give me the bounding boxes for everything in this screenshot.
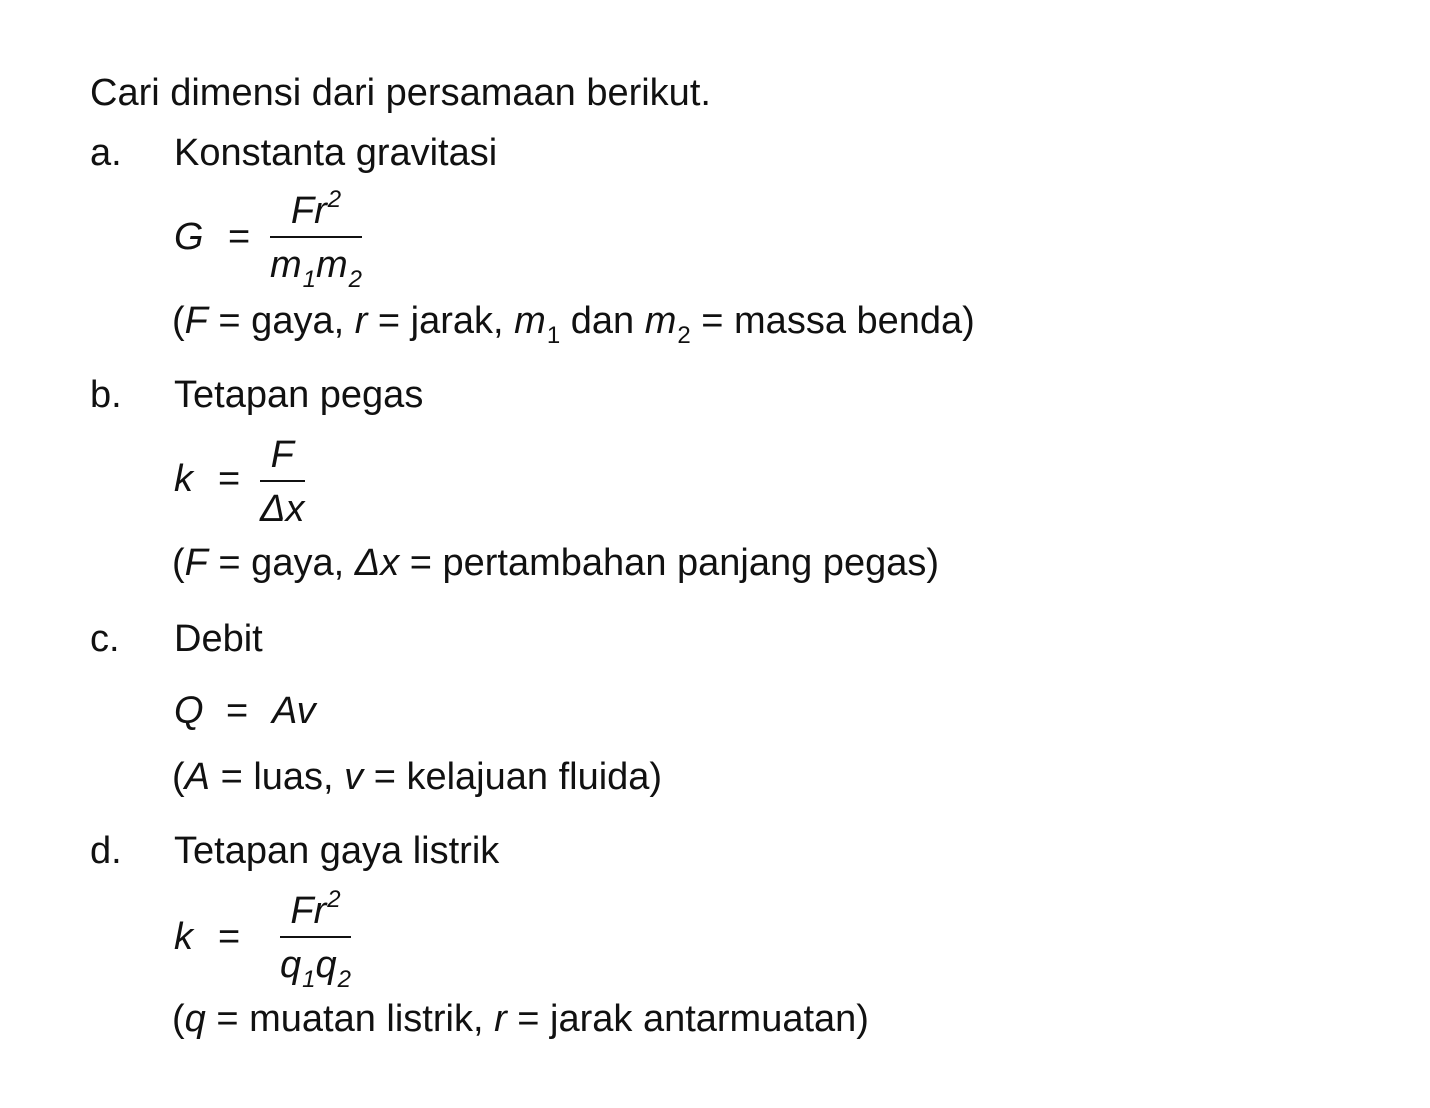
- item-c-label: c.: [90, 618, 120, 660]
- fraction-bar: [270, 236, 362, 238]
- item-b-note: (F = gaya, Δx = pertambahan panjang pegas): [172, 542, 939, 584]
- item-d-fraction: [280, 888, 351, 992]
- item-a-lhs: G: [174, 216, 204, 258]
- item-c-note: (A = luas, v = kelajuan fluida): [172, 756, 663, 798]
- item-a-title: Konstanta gravitasi: [174, 132, 498, 174]
- fraction-bar: [260, 480, 305, 482]
- item-d-label: d.: [90, 830, 122, 872]
- item-b-fraction: [260, 436, 305, 528]
- item-c-equals: =: [226, 690, 249, 732]
- fraction-denominator: Δx: [260, 488, 305, 530]
- item-a-equals: =: [228, 216, 251, 258]
- intro-text: Cari dimensi dari persamaan berikut.: [90, 72, 711, 114]
- item-d-equals: =: [218, 916, 241, 958]
- item-c-title: Debit: [174, 618, 263, 660]
- item-a-note: (F = gaya, r = jarak, $m_1$ dan $m_2$ = massa benda): [172, 300, 975, 349]
- fraction-numerator: Fr$^2$: [290, 886, 341, 932]
- item-a-label: a.: [90, 132, 122, 174]
- item-b-equals: =: [218, 458, 241, 500]
- fraction-bar: [280, 936, 351, 938]
- fraction-numerator: F: [270, 434, 294, 476]
- item-d-note: (q = muatan listrik, r = jarak antarmuatan): [172, 998, 869, 1040]
- item-b-label: b.: [90, 374, 122, 416]
- item-d-lhs: k: [174, 916, 193, 958]
- fraction-numerator: Fr$^2$: [290, 186, 342, 232]
- fraction-denominator: $m_1m_2$: [270, 244, 363, 293]
- item-d-title: Tetapan gaya listrik: [174, 830, 500, 872]
- item-b-title: Tetapan pegas: [174, 374, 424, 416]
- item-a-fraction: [270, 188, 362, 292]
- item-c-lhs: Q: [174, 690, 204, 732]
- fraction-denominator: $q_1q_2$: [280, 944, 351, 993]
- item-b-lhs: k: [174, 458, 193, 500]
- item-c-rhs: Av: [272, 690, 316, 732]
